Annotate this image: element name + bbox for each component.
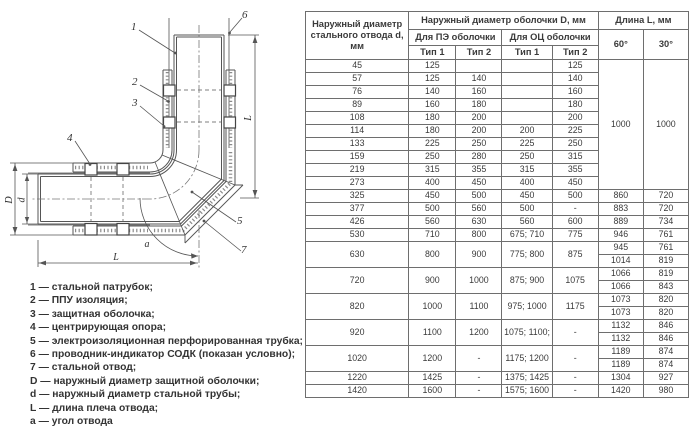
legend bbox=[30, 281, 310, 428]
data-cell: 1100 bbox=[409, 320, 456, 346]
data-cell: 819 bbox=[643, 268, 688, 281]
legend-item: 3 — защитная оболочка; bbox=[30, 308, 155, 320]
header-cell: Для ПЭ оболочки bbox=[409, 30, 502, 46]
data-cell: 57 bbox=[306, 73, 409, 86]
data-cell: 630 bbox=[306, 242, 409, 268]
data-cell: 1420 bbox=[306, 385, 409, 398]
data-cell bbox=[502, 86, 552, 99]
data-cell: 500 bbox=[502, 203, 552, 216]
bend-steel-miter bbox=[150, 150, 224, 224]
data-cell: 761 bbox=[643, 242, 688, 255]
callout-2-label: 2 bbox=[132, 76, 138, 88]
data-cell: 734 bbox=[643, 216, 688, 229]
spec-table bbox=[305, 11, 689, 398]
table-row bbox=[306, 294, 689, 307]
data-cell: 377 bbox=[306, 203, 409, 216]
data-cell: 1575; 1600 bbox=[502, 385, 552, 398]
data-cell: 1000 bbox=[598, 60, 643, 190]
table-row bbox=[306, 346, 689, 359]
header-cell: Наружный диаметр оболочки D, мм bbox=[409, 12, 598, 30]
data-cell: 1075 bbox=[552, 268, 598, 294]
data-cell: 89 bbox=[306, 99, 409, 112]
data-cell: 874 bbox=[643, 346, 688, 359]
data-cell: - bbox=[552, 346, 598, 372]
data-cell: 1073 bbox=[598, 307, 643, 320]
data-cell: 125 bbox=[552, 60, 598, 73]
header-cell: 60° bbox=[598, 30, 643, 60]
legend-item: 2 — ППУ изоляция; bbox=[30, 295, 128, 307]
callout-3-label: 3 bbox=[132, 97, 138, 109]
data-cell: 874 bbox=[643, 359, 688, 372]
data-cell bbox=[502, 99, 552, 112]
header-cell: Тип 2 bbox=[552, 46, 598, 60]
data-cell: 560 bbox=[456, 203, 502, 216]
data-cell: 133 bbox=[306, 138, 409, 151]
table-row bbox=[306, 385, 689, 398]
data-cell: 225 bbox=[552, 125, 598, 138]
data-cell: 775 bbox=[552, 229, 598, 242]
data-cell: 315 bbox=[409, 164, 456, 177]
data-cell: 843 bbox=[643, 281, 688, 294]
header-cell: Тип 1 bbox=[409, 46, 456, 60]
data-cell: 846 bbox=[643, 320, 688, 333]
data-cell: 200 bbox=[502, 125, 552, 138]
data-cell: 159 bbox=[306, 151, 409, 164]
table-row bbox=[306, 268, 689, 281]
legend-item: d — наружный диаметр стальной трубы; bbox=[30, 389, 241, 401]
data-cell bbox=[456, 60, 502, 73]
dim-d-label: d bbox=[16, 197, 28, 203]
table-row bbox=[306, 190, 689, 203]
table-row bbox=[306, 60, 689, 73]
data-cell: 1175 bbox=[552, 294, 598, 320]
data-cell: 200 bbox=[456, 112, 502, 125]
data-cell: 819 bbox=[643, 255, 688, 268]
data-cell: 1304 bbox=[598, 372, 643, 385]
data-cell: 280 bbox=[456, 151, 502, 164]
data-cell: 76 bbox=[306, 86, 409, 99]
data-cell: 500 bbox=[409, 203, 456, 216]
data-cell: 160 bbox=[552, 86, 598, 99]
data-cell: 720 bbox=[643, 190, 688, 203]
data-cell: 900 bbox=[409, 268, 456, 294]
data-cell: 900 bbox=[456, 242, 502, 268]
data-cell: 315 bbox=[502, 164, 552, 177]
data-cell: 273 bbox=[306, 177, 409, 190]
data-cell: - bbox=[552, 203, 598, 216]
data-cell: 1200 bbox=[456, 320, 502, 346]
data-cell: 1200 bbox=[409, 346, 456, 372]
data-cell: 315 bbox=[552, 151, 598, 164]
data-cell: 920 bbox=[306, 320, 409, 346]
data-cell: 450 bbox=[409, 190, 456, 203]
data-cell: 200 bbox=[456, 125, 502, 138]
data-cell: 114 bbox=[306, 125, 409, 138]
data-cell: 945 bbox=[598, 242, 643, 255]
legend-item: D — наружный диаметр защитной оболочки; bbox=[30, 375, 260, 387]
spec-table-body bbox=[306, 60, 689, 398]
data-cell: 1020 bbox=[306, 346, 409, 372]
spec-table-head bbox=[306, 12, 689, 60]
data-cell: 800 bbox=[409, 242, 456, 268]
dim-arrowheads bbox=[13, 32, 258, 266]
legend-item: L — длина плеча отвода; bbox=[30, 402, 159, 414]
header-cell: Для ОЦ оболочки bbox=[502, 30, 598, 46]
data-cell: 45 bbox=[306, 60, 409, 73]
data-cell: 1066 bbox=[598, 268, 643, 281]
callout-1-label: 1 bbox=[131, 21, 137, 33]
data-cell: 140 bbox=[552, 73, 598, 86]
data-cell: 1066 bbox=[598, 281, 643, 294]
legend-item: 1 — стальной патрубок; bbox=[30, 282, 153, 293]
table-row bbox=[306, 216, 689, 229]
data-cell: 160 bbox=[456, 86, 502, 99]
data-cell: 250 bbox=[502, 151, 552, 164]
data-cell: 820 bbox=[643, 307, 688, 320]
data-cell: 600 bbox=[552, 216, 598, 229]
data-cell: 200 bbox=[552, 112, 598, 125]
data-cell: 675; 710 bbox=[502, 229, 552, 242]
dim-D-label: D bbox=[4, 196, 15, 204]
data-cell: 225 bbox=[409, 138, 456, 151]
dim-L-bottom-label: L bbox=[113, 252, 119, 263]
data-cell: 1014 bbox=[598, 255, 643, 268]
data-cell: 1132 bbox=[598, 333, 643, 346]
header-cell: Тип 2 bbox=[456, 46, 502, 60]
data-cell: 800 bbox=[456, 229, 502, 242]
data-cell: 630 bbox=[456, 216, 502, 229]
data-cell: 1189 bbox=[598, 359, 643, 372]
data-cell bbox=[502, 73, 552, 86]
data-cell: - bbox=[552, 320, 598, 346]
data-cell: 860 bbox=[598, 190, 643, 203]
data-cell: 975; 1000 bbox=[502, 294, 552, 320]
data-cell: 400 bbox=[409, 177, 456, 190]
data-cell: 355 bbox=[552, 164, 598, 177]
data-cell: 1075; 1100; bbox=[502, 320, 552, 346]
data-cell: 1132 bbox=[598, 320, 643, 333]
header-cell: 30° bbox=[643, 30, 688, 60]
callout-4-label: 4 bbox=[67, 132, 73, 144]
data-cell: 1375; 1425 bbox=[502, 372, 552, 385]
data-cell: 820 bbox=[643, 294, 688, 307]
spec-table-wrap bbox=[305, 11, 689, 398]
data-cell: 530 bbox=[306, 229, 409, 242]
data-cell bbox=[502, 60, 552, 73]
data-cell: - bbox=[456, 372, 502, 385]
callout-7-label: 7 bbox=[241, 244, 247, 256]
data-cell: 1000 bbox=[409, 294, 456, 320]
data-cell: 720 bbox=[643, 203, 688, 216]
table-row bbox=[306, 242, 689, 255]
data-cell: 1420 bbox=[598, 385, 643, 398]
data-cell: - bbox=[552, 372, 598, 385]
legend-item: 5 — электроизоляционная перфорированная трубка; bbox=[30, 335, 303, 347]
data-cell: 400 bbox=[502, 177, 552, 190]
data-cell: - bbox=[552, 385, 598, 398]
data-cell: 160 bbox=[409, 99, 456, 112]
callout-5-label: 5 bbox=[237, 215, 243, 227]
header-cell: Тип 1 bbox=[502, 46, 552, 60]
data-cell: 140 bbox=[409, 86, 456, 99]
table-row bbox=[306, 372, 689, 385]
legend-item: 7 — стальной отвод; bbox=[30, 362, 137, 374]
data-cell: 820 bbox=[306, 294, 409, 320]
data-cell: - bbox=[456, 346, 502, 372]
data-cell: 180 bbox=[552, 99, 598, 112]
dim-L-right-label: L bbox=[243, 115, 254, 121]
data-cell: 250 bbox=[409, 151, 456, 164]
data-cell: 846 bbox=[643, 333, 688, 346]
header-cell: Длина L, мм bbox=[598, 12, 688, 30]
legend-item: a — угол отвода bbox=[30, 416, 113, 428]
data-cell: 883 bbox=[598, 203, 643, 216]
data-cell: 500 bbox=[456, 190, 502, 203]
table-row bbox=[306, 203, 689, 216]
data-cell: 1000 bbox=[456, 268, 502, 294]
callout-leaders bbox=[75, 18, 242, 251]
header-row bbox=[306, 12, 689, 30]
data-cell: 250 bbox=[552, 138, 598, 151]
centering-supports bbox=[85, 85, 236, 235]
data-cell: 720 bbox=[306, 268, 409, 294]
data-cell: 560 bbox=[502, 216, 552, 229]
data-cell: 108 bbox=[306, 112, 409, 125]
data-cell: 180 bbox=[456, 99, 502, 112]
callout-6-label: 6 bbox=[242, 9, 248, 21]
data-cell: 325 bbox=[306, 190, 409, 203]
data-cell: 180 bbox=[409, 112, 456, 125]
construction-lines bbox=[91, 90, 221, 221]
data-cell: 761 bbox=[643, 229, 688, 242]
data-cell: 125 bbox=[409, 73, 456, 86]
header-cell: Наружный диаметр стального отвода d, мм bbox=[306, 12, 409, 60]
data-cell: - bbox=[456, 385, 502, 398]
data-cell: 250 bbox=[456, 138, 502, 151]
table-row bbox=[306, 229, 689, 242]
data-cell: 875; 900 bbox=[502, 268, 552, 294]
table-row bbox=[306, 320, 689, 333]
bend-inner-arcs bbox=[150, 150, 177, 177]
angle-label: a bbox=[144, 239, 150, 250]
data-cell: 500 bbox=[552, 190, 598, 203]
data-cell: 980 bbox=[643, 385, 688, 398]
data-cell: 946 bbox=[598, 229, 643, 242]
data-cell: 450 bbox=[456, 177, 502, 190]
data-cell: 1100 bbox=[456, 294, 502, 320]
data-cell: 560 bbox=[409, 216, 456, 229]
elbow-diagram bbox=[0, 0, 305, 278]
data-cell: 889 bbox=[598, 216, 643, 229]
data-cell: 450 bbox=[502, 190, 552, 203]
data-cell: 1073 bbox=[598, 294, 643, 307]
data-cell: 1000 bbox=[643, 60, 688, 190]
data-cell: 1600 bbox=[409, 385, 456, 398]
data-cell: 355 bbox=[456, 164, 502, 177]
data-cell: 219 bbox=[306, 164, 409, 177]
data-cell: 426 bbox=[306, 216, 409, 229]
data-cell: 180 bbox=[409, 125, 456, 138]
data-cell: 775; 800 bbox=[502, 242, 552, 268]
data-cell: 1175; 1200 bbox=[502, 346, 552, 372]
legend-item: 6 — проводник-индикатор СОДК (показан условно); bbox=[30, 349, 296, 361]
data-cell: 1220 bbox=[306, 372, 409, 385]
data-cell: 1189 bbox=[598, 346, 643, 359]
data-cell: 125 bbox=[409, 60, 456, 73]
data-cell: 927 bbox=[643, 372, 688, 385]
data-cell: 710 bbox=[409, 229, 456, 242]
data-cell: 1425 bbox=[409, 372, 456, 385]
data-cell bbox=[502, 112, 552, 125]
legend-item: 4 — центрирующая опора; bbox=[30, 322, 167, 334]
data-cell: 450 bbox=[552, 177, 598, 190]
data-cell: 225 bbox=[502, 138, 552, 151]
data-cell: 140 bbox=[456, 73, 502, 86]
data-cell: 875 bbox=[552, 242, 598, 268]
